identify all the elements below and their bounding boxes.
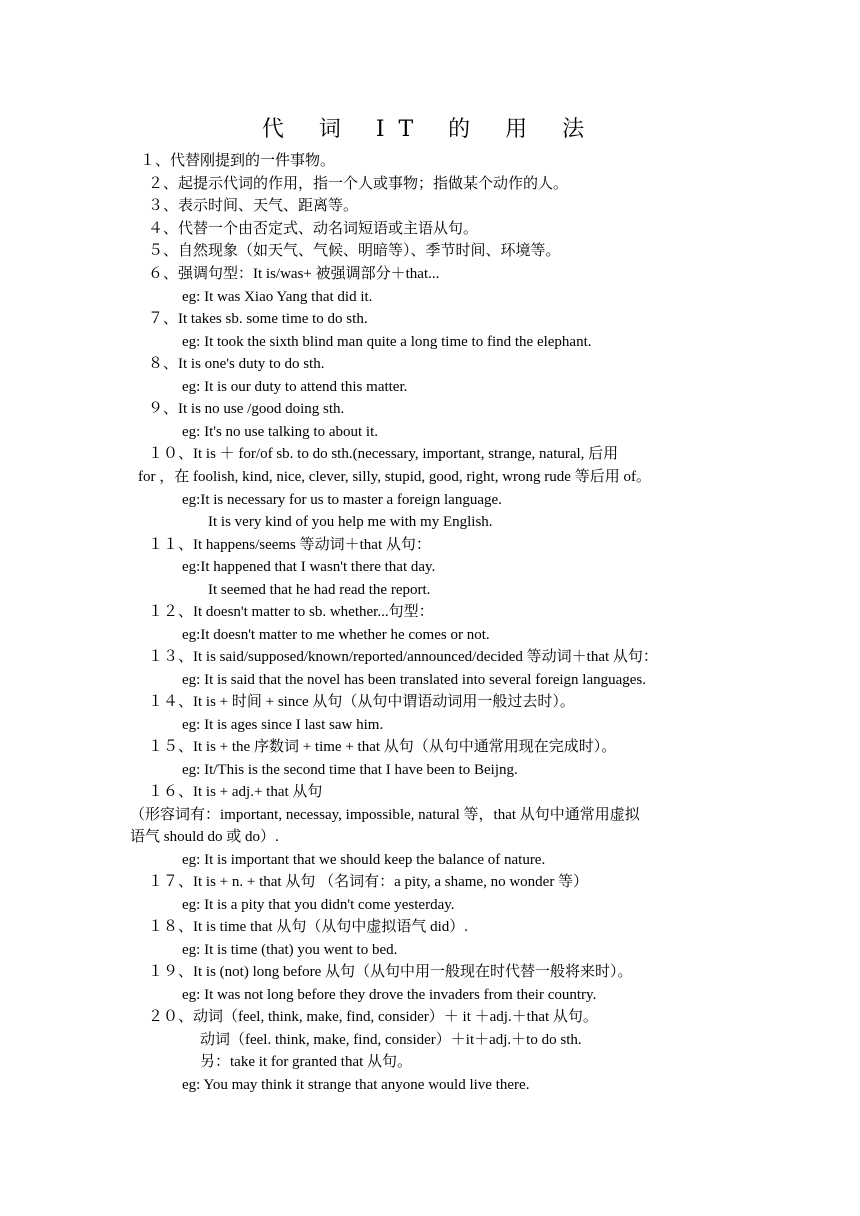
list-item: １０、It is ＋ for/of sb. to do sth.(necessary, important, strange, natural, 后用 bbox=[148, 446, 619, 462]
example-line: eg:It doesn't matter to me whether he comes or not. bbox=[182, 627, 490, 643]
list-item: １９、It is (not) long before 从句（从句中用一般现在时代替一般将来时）。 bbox=[148, 964, 633, 980]
list-item: １３、It is said/supposed/known/reported/announced/decided 等动词＋that 从句： bbox=[148, 649, 658, 665]
example-line: eg: It is important that we should keep the balance of nature. bbox=[182, 852, 546, 868]
list-item-continuation: 动词（feel. think, make, find, consider）＋it＋adj.＋to do sth. bbox=[200, 1032, 582, 1048]
list-item: １、代替刚提到的一件事物。 bbox=[140, 153, 336, 169]
page-title: 代 词 IT 的 用 法 bbox=[261, 117, 599, 142]
list-item-continuation: （形容词有：important, necessay, impossible, natural 等，that 从句中通常用虚拟 bbox=[130, 807, 640, 823]
list-item: ７、It takes sb. some time to do sth. bbox=[148, 311, 368, 327]
example-line: eg: It is time (that) you went to bed. bbox=[182, 942, 398, 958]
example-line: It is very kind of you help me with my English. bbox=[208, 514, 493, 530]
list-item: １４、It is + 时间 + since 从句（从句中谓语动词用一般过去时）。 bbox=[148, 694, 575, 710]
list-item: ４、代替一个由否定式、动名词短语或主语从句。 bbox=[148, 221, 479, 237]
list-item: ２、起提示代词的作用，指一个人或事物；指做某个动作的人。 bbox=[148, 176, 569, 192]
list-item: ５、自然现象（如天气、气候、明暗等）、季节时间、环境等。 bbox=[148, 243, 561, 259]
example-line: eg: It was Xiao Yang that did it. bbox=[182, 289, 373, 305]
example-line: eg: It took the sixth blind man quite a long time to find the elephant. bbox=[182, 334, 592, 350]
example-line: eg: It/This is the second time that I have been to Beijng. bbox=[182, 762, 518, 778]
example-line: eg: It is our duty to attend this matter. bbox=[182, 379, 408, 395]
example-line: eg: It is a pity that you didn't come yesterday. bbox=[182, 897, 455, 913]
example-line: eg:It happened that I wasn't there that day. bbox=[182, 559, 436, 575]
list-item-continuation: 语气 should do 或 do）. bbox=[130, 829, 279, 845]
list-item: ９、It is no use /good doing sth. bbox=[148, 401, 345, 417]
list-item: ３、表示时间、天气、距离等。 bbox=[148, 198, 359, 214]
list-item: ８、It is one's duty to do sth. bbox=[148, 356, 325, 372]
list-item: １８、It is time that 从句（从句中虚拟语气 did）. bbox=[148, 919, 468, 935]
list-item: ２０、动词（feel, think, make, find, consider）＋ it ＋adj.＋that 从句。 bbox=[148, 1009, 598, 1025]
example-line: eg: It was not long before they drove the invaders from their country. bbox=[182, 987, 597, 1003]
example-line: It seemed that he had read the report. bbox=[208, 582, 431, 598]
list-item: １１、It happens/seems 等动词＋that 从句： bbox=[148, 537, 431, 553]
example-line: eg: It is ages since I last saw him. bbox=[182, 717, 384, 733]
example-line: eg:It is necessary for us to master a foreign language. bbox=[182, 492, 502, 508]
example-line: eg: It is said that the novel has been translated into several foreign languages. bbox=[182, 672, 647, 688]
list-item-continuation: 另：take it for granted that 从句。 bbox=[200, 1054, 413, 1070]
list-item: １２、It doesn't matter to sb. whether...句型： bbox=[148, 604, 434, 620]
list-item-continuation: for ，在 foolish, kind, nice, clever, silly, stupid, good, right, wrong rude 等后用 of。 bbox=[138, 469, 651, 485]
list-item: １５、It is + the 序数词 + time + that 从句（从句中通常用现在完成时）。 bbox=[148, 739, 617, 755]
list-item: １６、It is + adj.+ that 从句 bbox=[148, 784, 323, 800]
list-item: ６、强调句型：It is/was+ 被强调部分＋that... bbox=[148, 266, 440, 282]
example-line: eg: It's no use talking to about it. bbox=[182, 424, 379, 440]
list-item: １７、It is + n. + that 从句 （名词有：a pity, a shame, no wonder 等） bbox=[148, 874, 589, 890]
example-line: eg: You may think it strange that anyone would live there. bbox=[182, 1077, 530, 1093]
